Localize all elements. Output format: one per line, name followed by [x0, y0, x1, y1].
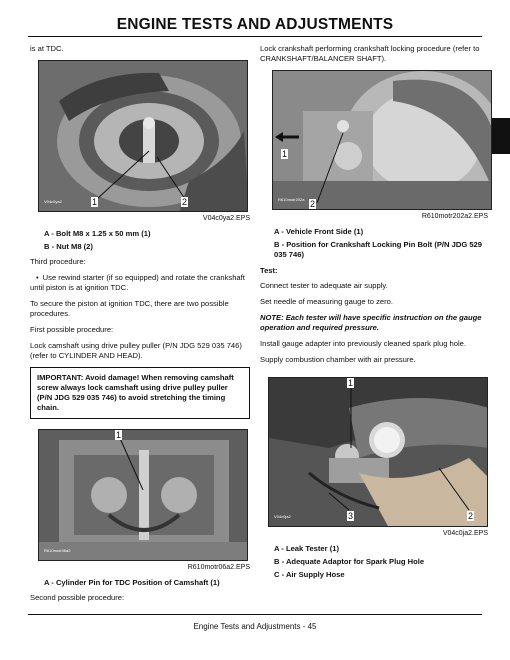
- lock-text: Lock camshaft using drive pulley puller (P/N JDG 529 035 746) (refer to CYLINDER AND HEAD).: [30, 341, 242, 360]
- callout-3: 3: [348, 511, 354, 521]
- footer-rule: [28, 614, 482, 615]
- intro-text: is at TDC.: [30, 44, 64, 53]
- third-procedure: Third procedure:: [30, 257, 86, 266]
- connect-text: Connect tester to adequate air supply.: [260, 281, 388, 290]
- page-footer: Engine Tests and Adjustments - 45: [193, 622, 317, 631]
- first-procedure: First possible procedure:: [30, 325, 114, 334]
- test-heading: Test:: [260, 266, 278, 275]
- note-text: NOTE: Each tester will have specific instruction on the gauge operation and required pressure.: [260, 313, 482, 332]
- callout-2: 2: [310, 199, 316, 209]
- secure-text: To secure the piston at ignition TDC, there are two possible procedures.: [30, 299, 229, 318]
- figure-tag: V04c0ja2: [274, 514, 291, 519]
- legend-item: B - Nut M8 (2): [44, 242, 93, 251]
- bullet-text: Use rewind starter (if so equipped) and rotate the crankshaft until piston is at ignition TDC.: [30, 273, 245, 292]
- callout-1: 1: [116, 430, 122, 440]
- legend-item: A - Cylinder Pin for TDC Position of Camshaft (1): [44, 578, 220, 587]
- callout-1: 1: [348, 378, 354, 388]
- header-rule: [28, 36, 482, 37]
- legend-item: C - Air Supply Hose: [274, 570, 345, 579]
- page-title: ENGINE TESTS AND ADJUSTMENTS: [116, 16, 394, 33]
- figure-label: V04c0ya2.EPS: [202, 215, 250, 222]
- figure-label: V04c0ja2.EPS: [442, 530, 488, 537]
- bullet-icon: •: [36, 273, 39, 282]
- figure-label: R610motr202a2.EPS: [421, 213, 488, 220]
- legend-item: A - Leak Tester (1): [274, 544, 339, 553]
- legend-item: B - Position for Crankshaft Locking Pin Bolt (P/N JDG 529 035 746): [274, 240, 483, 259]
- callout-1: 1: [92, 197, 98, 207]
- figure-tag: V04c0ya2: [44, 199, 62, 204]
- callout-2: 2: [468, 511, 474, 521]
- figure-tag: R610motr06a2: [44, 548, 71, 553]
- important-box: IMPORTANT: Avoid damage! When removing camshaft screw always lock camshaft using drive pulley puller (P/N JDG 529 035 746) to avoid stretching the timing chain.: [30, 367, 250, 419]
- figure-label: R610motr06a2.EPS: [187, 564, 250, 571]
- figure-crankshaft-lock: [272, 70, 492, 210]
- figure-bolt-nut: [38, 60, 248, 212]
- install-text: Install gauge adapter into previously cleaned spark plug hole.: [260, 339, 467, 348]
- needle-text: Set needle of measuring gauge to zero.: [260, 297, 393, 306]
- bullet-item: [30, 273, 250, 293]
- figure-tag: R610motr202a: [278, 197, 305, 202]
- callout-1: 1: [282, 149, 288, 159]
- legend-item: A - Vehicle Front Side (1): [274, 227, 364, 236]
- right-column: [260, 44, 488, 583]
- intro-text: Lock crankshaft performing crankshaft locking procedure (refer to CRANKSHAFT/BALANCER SHAFT).: [260, 44, 480, 63]
- legend-item: A - Bolt M8 x 1.25 x 50 mm (1): [44, 229, 151, 238]
- callout-2: 2: [182, 197, 188, 207]
- figure-leak-tester: [268, 377, 488, 527]
- second-procedure: Second possible procedure:: [30, 593, 125, 602]
- figure-cylinder-pin: [38, 429, 248, 561]
- legend-item: B - Adequate Adaptor for Spark Plug Hole: [274, 557, 425, 566]
- left-column: [30, 44, 250, 609]
- supply-text: Supply combustion chamber with air pressure.: [260, 355, 416, 364]
